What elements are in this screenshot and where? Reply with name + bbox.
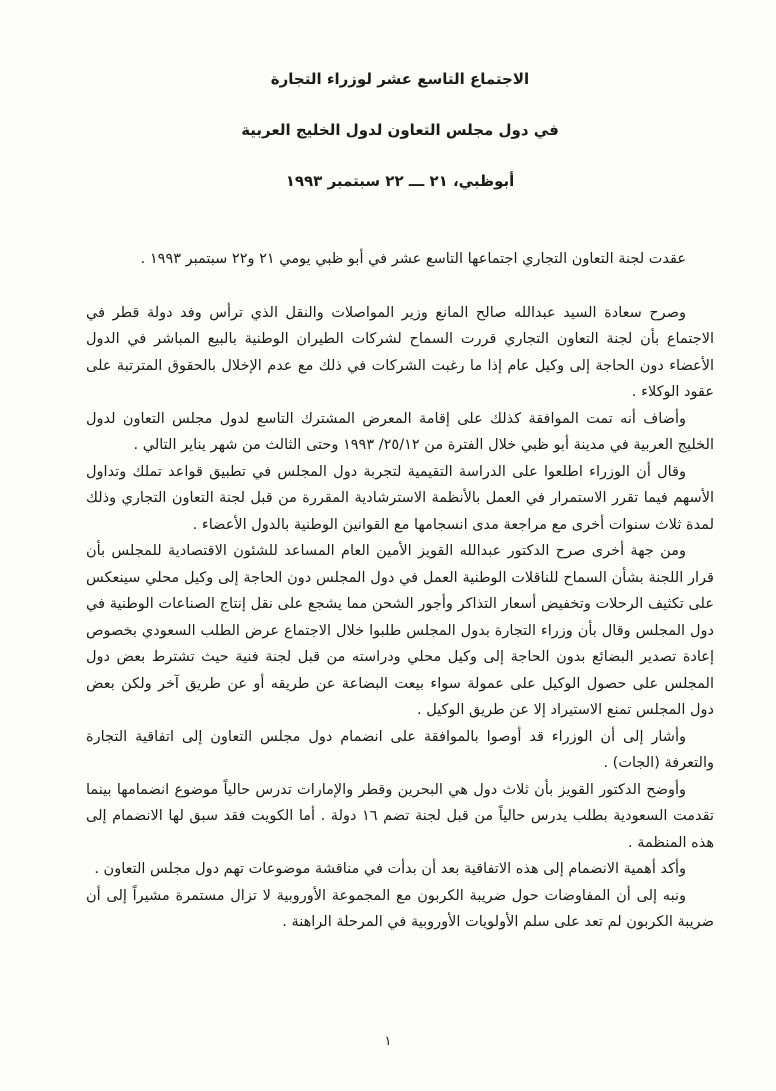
paragraph: وأوضح الدكتور القويز بأن ثلاث دول هي البحرين وقطر والإمارات تدرس حالياً موضوع انضمامها بينما تقدمت السعودية بطلب يدرس حالياً من قبل لجنة تضم ١٦ دولة . أما الكويت فقد سبق لها الانضمام إلى هذه المنظمة . — [86, 781, 714, 851]
document-body — [86, 246, 714, 936]
page-number: ١ — [384, 1034, 392, 1049]
paragraph: ونبه إلى أن المفاوضات حول ضريبة الكربون مع المجموعة الأوروبية لا تزال مستمرة مشيراً إلى أن ضريبة الكربون لم تعد على سلم الأولويات الأوروبية في المرحلة الراهنة . — [86, 887, 714, 930]
document-title-block — [86, 70, 714, 190]
paragraph: وصرح سعادة السيد عبدالله صالح المانع وزير المواصلات والنقل الذي ترأس وفد دولة قطر في الاجتماع بأن لجنة التعاون التجاري قررت السماح لشركات الطيران الوطنية بالبيع المباشر في الدول الأعضاء دون الحاجة إلى وكيل عام إذا ما رغبت الشركات في ذلك مع عدم الإخلال بالحقوق المترتبة على عقود الوكلاء . — [86, 304, 714, 400]
paragraph: وقال أن الوزراء اطلعوا على الدراسة التقيمية لتجربة دول المجلس في تطبيق قواعد تملك وتداول الأسهم فيما تقرر الاستمرار في العمل بالأنظمة الاسترشادية المقررة من قبل لجنة التعاون التجاري وذلك لمدة ثلاث سنوات أخرى مع مراجعة مدى انسجامها مع القوانين الوطنية بالدول الأعضاء . — [86, 463, 714, 533]
paragraph: وأشار إلى أن الوزراء قد أوصوا بالموافقة على انضمام دول مجلس التعاون إلى اتفاقية التجارة والتعرفة (الجات) . — [86, 728, 714, 771]
paragraph: وأضاف أنه تمت الموافقة كذلك على إقامة المعرض المشترك التاسع لدول مجلس التعاون لدول الخليج العربية في مدينة أبو ظبي خلال الفترة من ٢٥/١٢/ ١٩٩٣ وحتى الثالث من شهر يناير التالي . — [86, 410, 714, 453]
paragraph: عقدت لجنة التعاون التجاري اجتماعها التاسع عشر في أبو ظبي يومي ٢١ و٢٢ سبتمبر ١٩٩٣ . — [140, 251, 686, 267]
document-title-line-1: الاجتماع التاسع عشر لوزراء التجارة — [270, 70, 530, 88]
document-title-line-3: أبوظبي، ٢١ ـــ ٢٢ سبتمبر ١٩٩٣ — [285, 172, 515, 190]
paragraph: وأكد أهمية الانضمام إلى هذه الاتفاقية بعد أن بدأت في مناقشة موضوعات تهم دول مجلس التعاون . — [94, 861, 686, 877]
document-title-line-2: في دول مجلس التعاون لدول الخليج العربية — [241, 121, 559, 139]
paragraph: ومن جهة أخرى صرح الدكتور عبدالله القويز الأمين العام المساعد للشئون الاقتصادية للمجلس بأن قرار اللجنة بشأن السماح للناقلات الوطنية العمل في دول المجلس دون الحاجة إلى وكيل محلي سينعكس على تكثيف الرحلات وتخفيض أسعار التذاكر وأجور الشحن مما يشجع على نقل إنتاج الصناعات الوطنية في دول المجلس وقال بأن وزراء التجارة بدول المجلس طلبوا خلال الاجتماع عرض الطلب السعودي بخصوص إعادة تصدير البضائع بدون الحاجة إلى وكيل محلي ودراسته من قبل لجنة فنية حيث تشترط بعض دول المجلس على حصول الوكيل على عمولة سواء بيعت البضاعة عن طريقه أو عن طريق آخر ولكن بعض دول المجلس تمنع الاستيراد إلا عن طريق الوكيل . — [86, 543, 714, 718]
